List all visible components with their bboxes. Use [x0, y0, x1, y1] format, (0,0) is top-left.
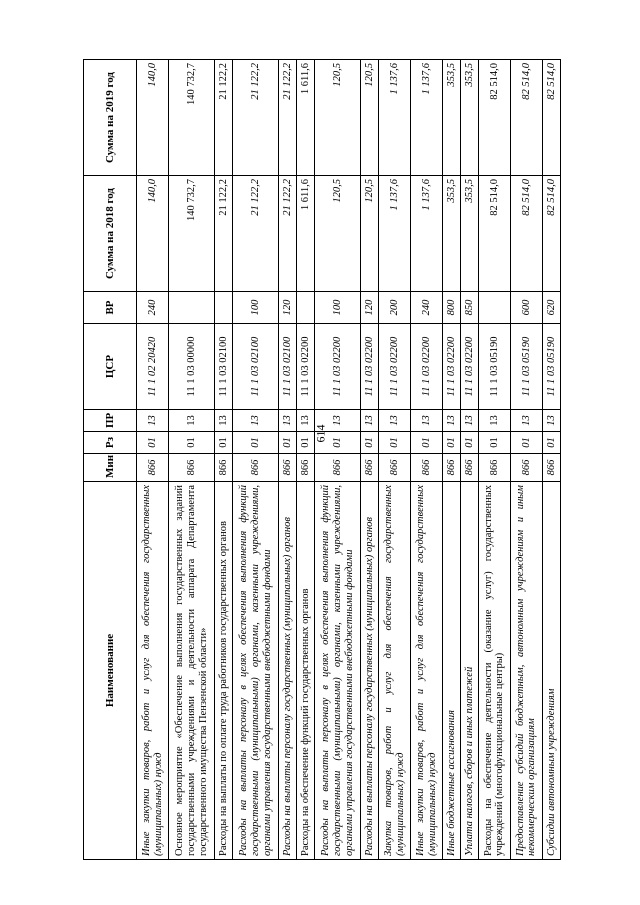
cell-csr: 11 1 03 05190 [543, 324, 561, 410]
cell-sum-2019: 21 122,2 [279, 60, 297, 176]
table-row [411, 60, 443, 860]
cell-csr: 11 1 03 05190 [478, 324, 510, 410]
cell-pr: 13 [361, 410, 379, 432]
cell-sum-2019: 120,5 [361, 60, 379, 176]
rotated-table-wrapper [83, 60, 561, 860]
cell-vr [297, 292, 315, 324]
cell-name: Уплата налогов, сборов и иных платежей [461, 482, 479, 860]
cell-csr: 11 1 03 02100 [233, 324, 279, 410]
cell-min: 866 [379, 454, 411, 482]
cell-min: 866 [297, 454, 315, 482]
table-row [443, 60, 461, 860]
cell-sum-2018: 82 514,0 [510, 176, 542, 292]
header-pr: ПР [84, 410, 137, 432]
cell-rz: 01 [169, 432, 215, 454]
cell-rz: 01 [478, 432, 510, 454]
cell-pr: 13 [137, 410, 169, 432]
cell-csr: 11 1 03 02200 [297, 324, 315, 410]
cell-csr: 11 1 03 02200 [315, 324, 361, 410]
cell-sum-2018: 353,5 [461, 176, 479, 292]
cell-sum-2018: 120,5 [315, 176, 361, 292]
cell-vr: 620 [543, 292, 561, 324]
cell-csr: 11 1 03 02200 [379, 324, 411, 410]
table-row [379, 60, 411, 860]
cell-pr: 13 [543, 410, 561, 432]
cell-sum-2018: 120,5 [361, 176, 379, 292]
header-name: Наименование [84, 482, 137, 860]
cell-sum-2018: 140 732,7 [169, 176, 215, 292]
cell-min: 866 [478, 454, 510, 482]
cell-sum-2018: 1 611,6 [297, 176, 315, 292]
cell-min: 866 [510, 454, 542, 482]
cell-name: Расходы на выплаты по оплате труда работников государственных органов [215, 482, 233, 860]
cell-vr: 600 [510, 292, 542, 324]
cell-vr [478, 292, 510, 324]
cell-sum-2019: 1 137,6 [379, 60, 411, 176]
cell-csr: 11 1 02 20420 [137, 324, 169, 410]
cell-name: Иные закупки товаров, работ и услуг для обеспечения государственных (муниципальных) нужд [411, 482, 443, 860]
cell-csr: 11 1 03 05190 [510, 324, 542, 410]
header-sum-2019: Сумма на 2019 год [84, 60, 137, 176]
table-row [279, 60, 297, 860]
cell-vr: 100 [233, 292, 279, 324]
cell-rz: 01 [279, 432, 297, 454]
cell-vr: 120 [361, 292, 379, 324]
cell-min: 866 [215, 454, 233, 482]
cell-rz: 01 [315, 432, 361, 454]
cell-name: Расходы на обеспечение функций государственных органов [297, 482, 315, 860]
table-row [543, 60, 561, 860]
cell-rz: 01 [379, 432, 411, 454]
cell-rz: 01 [461, 432, 479, 454]
cell-csr: 11 1 03 02200 [361, 324, 379, 410]
header-vr: ВР [84, 292, 137, 324]
cell-sum-2019: 120,5 [315, 60, 361, 176]
cell-csr: 11 1 03 02200 [411, 324, 443, 410]
cell-rz: 01 [510, 432, 542, 454]
cell-vr: 800 [443, 292, 461, 324]
cell-min: 866 [361, 454, 379, 482]
cell-sum-2019: 1 611,6 [297, 60, 315, 176]
cell-vr [215, 292, 233, 324]
cell-name: Предоставление субсидий бюджетным, автономным учреждениям и иным некоммерческим организациям [510, 482, 542, 860]
cell-name: Основное мероприятие «Обеспечение выполнения государственных заданий государственными учреждениями и деятельности аппарата Департамента государственного имущества Пензенской области» [169, 482, 215, 860]
cell-min: 866 [315, 454, 361, 482]
cell-sum-2019: 21 122,2 [215, 60, 233, 176]
cell-sum-2018: 1 137,6 [411, 176, 443, 292]
header-sum-2018: Сумма на 2018 год [84, 176, 137, 292]
cell-min: 866 [233, 454, 279, 482]
cell-pr: 13 [443, 410, 461, 432]
cell-name: Иные закупки товаров, работ и услуг для обеспечения государственных (муниципальных) нужд [137, 482, 169, 860]
budget-table [83, 59, 561, 860]
cell-name: Расходы на обеспечение деятельности (оказание услуг) государственных учреждений (многофункциональные центры) [478, 482, 510, 860]
cell-csr: 11 1 03 00000 [169, 324, 215, 410]
cell-sum-2019: 353,5 [461, 60, 479, 176]
cell-sum-2019: 21 122,2 [233, 60, 279, 176]
cell-sum-2019: 140 732,7 [169, 60, 215, 176]
cell-pr: 13 [297, 410, 315, 432]
cell-csr: 11 1 03 02200 [461, 324, 479, 410]
cell-pr: 13 [411, 410, 443, 432]
cell-min: 866 [543, 454, 561, 482]
cell-pr: 13 [510, 410, 542, 432]
cell-name: Расходы на выплаты персоналу государственных (муниципальных) органов [361, 482, 379, 860]
cell-min: 866 [411, 454, 443, 482]
table-row [169, 60, 215, 860]
cell-pr: 13 [315, 410, 361, 432]
cell-csr: 11 1 03 02100 [279, 324, 297, 410]
cell-name: Расходы на выплаты персоналу в целях обеспечения выполнения функций государственными (муниципальными) органами, казенными учреждениями, органами управления государственными внебюджетными фондами [315, 482, 361, 860]
cell-sum-2018: 21 122,2 [215, 176, 233, 292]
table-row [478, 60, 510, 860]
cell-rz: 01 [297, 432, 315, 454]
cell-pr: 13 [461, 410, 479, 432]
cell-sum-2019: 1 137,6 [411, 60, 443, 176]
table-row [361, 60, 379, 860]
table-row [510, 60, 542, 860]
cell-sum-2018: 353,5 [443, 176, 461, 292]
cell-rz: 01 [411, 432, 443, 454]
cell-sum-2018: 82 514,0 [543, 176, 561, 292]
cell-name: Субсидии автономным учреждениям [543, 482, 561, 860]
cell-min: 866 [169, 454, 215, 482]
cell-sum-2019: 140,0 [137, 60, 169, 176]
cell-pr: 13 [478, 410, 510, 432]
cell-sum-2019: 82 514,0 [510, 60, 542, 176]
cell-vr: 100 [315, 292, 361, 324]
cell-name: Закупка товаров, работ и услуг для обеспечения государственных (муниципальных) нужд [379, 482, 411, 860]
header-row [84, 60, 137, 860]
cell-pr: 13 [169, 410, 215, 432]
cell-sum-2019: 353,5 [443, 60, 461, 176]
table-row [315, 60, 361, 860]
table-row [215, 60, 233, 860]
header-csr: ЦСР [84, 324, 137, 410]
cell-min: 866 [443, 454, 461, 482]
cell-name: Иные бюджетные ассигнования [443, 482, 461, 860]
table-row [297, 60, 315, 860]
table-row [137, 60, 169, 860]
cell-sum-2019: 82 514,0 [478, 60, 510, 176]
header-rz: Рз [84, 432, 137, 454]
cell-rz: 01 [215, 432, 233, 454]
page-number: 614 [313, 424, 328, 443]
cell-sum-2018: 82 514,0 [478, 176, 510, 292]
cell-min: 866 [279, 454, 297, 482]
cell-sum-2019: 82 514,0 [543, 60, 561, 176]
cell-pr: 13 [279, 410, 297, 432]
header-min: Мин [84, 454, 137, 482]
cell-min: 866 [461, 454, 479, 482]
cell-pr: 13 [215, 410, 233, 432]
table-row [233, 60, 279, 860]
cell-pr: 13 [233, 410, 279, 432]
cell-vr: 240 [137, 292, 169, 324]
cell-csr: 11 1 03 02100 [215, 324, 233, 410]
cell-vr: 200 [379, 292, 411, 324]
cell-rz: 01 [543, 432, 561, 454]
cell-min: 866 [137, 454, 169, 482]
cell-sum-2018: 1 137,6 [379, 176, 411, 292]
cell-sum-2018: 21 122,2 [279, 176, 297, 292]
cell-vr [169, 292, 215, 324]
cell-name: Расходы на выплаты персоналу государственных (муниципальных) органов [279, 482, 297, 860]
cell-csr: 11 1 03 02200 [443, 324, 461, 410]
cell-rz: 01 [233, 432, 279, 454]
table-row [461, 60, 479, 860]
cell-rz: 01 [137, 432, 169, 454]
cell-vr: 850 [461, 292, 479, 324]
cell-vr: 240 [411, 292, 443, 324]
cell-name: Расходы на выплаты персоналу в целях обеспечения выполнения функций государственными (муниципальными) органами, казенными учреждениями, органами управления государственными внебюджетными фондами [233, 482, 279, 860]
cell-pr: 13 [379, 410, 411, 432]
cell-sum-2018: 140,0 [137, 176, 169, 292]
cell-rz: 01 [361, 432, 379, 454]
cell-vr: 120 [279, 292, 297, 324]
cell-sum-2018: 21 122,2 [233, 176, 279, 292]
cell-rz: 01 [443, 432, 461, 454]
